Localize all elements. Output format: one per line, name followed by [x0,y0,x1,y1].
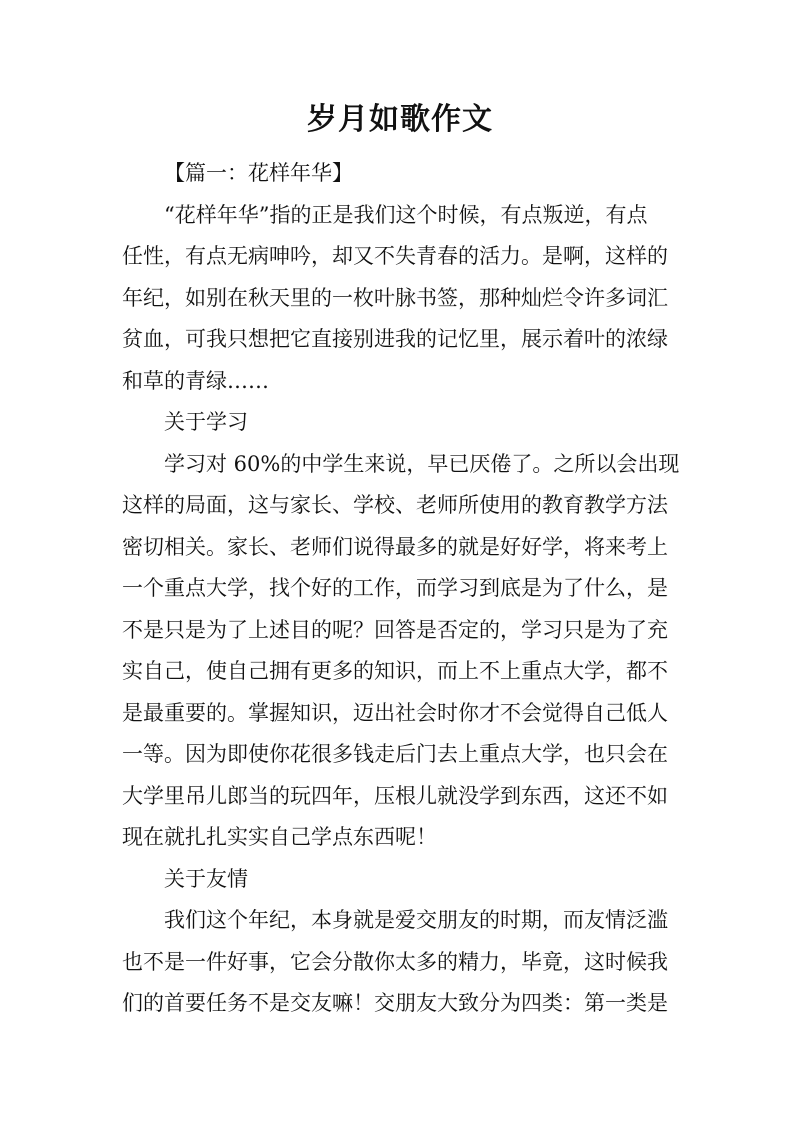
document-title: 岁月如歌作文 [307,102,493,137]
text-line: 【篇一：花样年华】 [164,161,353,185]
text-line: 大学里吊儿郎当的玩四年，压根儿就没学到东西，这还不如 [122,783,668,808]
text-line: 任性，有点无病呻吟，却又不失青春的活力。是啊，这样的 [122,244,668,268]
text-line: 不是只是为了上述目的呢？回答是否定的，学习只是为了充 [122,617,668,642]
text-line: 贫血，可我只想把它直接别进我的记忆里，展示着叶的浓绿 [122,327,668,351]
paragraph [122,444,682,859]
text-line: 年纪，如别在秋天里的一枚叶脉书签，那种灿烂令许多词汇 [122,285,668,310]
text-line: “花样年华”指的正是我们这个时候，有点叛逆，有点 [164,202,648,227]
section-heading [122,859,682,901]
text-line: 密切相关。家长、老师们说得最多的就是好好学，将来考上 [122,534,668,559]
text-line: 是最重要的。掌握知识，迈出社会时你才不会觉得自己低人 [122,700,668,725]
text-line: 们的首要任务不是交友嘛！交朋友大致分为四类：第一类是 [122,991,668,1015]
paragraph [122,195,682,403]
text-line: 实自己，使自己拥有更多的知识，而上不上重点大学，都不 [122,659,668,683]
text-line: 和草的青绿…… [122,368,269,393]
text-line: 这样的局面，这与家长、学校、老师所使用的教育教学方法 [122,493,668,517]
document-body [122,153,682,1025]
section-heading [122,153,682,195]
text-line: 学习对 60%的中学生来说，早已厌倦了。之所以会出现 [164,451,680,476]
paragraph [122,900,682,1025]
text-line: 关于友情 [164,866,248,891]
text-line: 也不是一件好事，它会分散你太多的精力，毕竟，这时候我 [122,949,668,974]
text-line: 现在就扎扎实实自己学点东西呢！ [122,825,437,849]
text-line: 一个重点大学，找个好的工作，而学习到底是为了什么，是 [122,576,668,600]
text-line: 我们这个年纪，本身就是爱交朋友的时期，而友情泛滥 [164,908,668,932]
text-line: 一等。因为即使你花很多钱走后门去上重点大学，也只会在 [122,742,668,766]
text-line: 关于学习 [164,410,248,434]
section-heading [122,402,682,444]
